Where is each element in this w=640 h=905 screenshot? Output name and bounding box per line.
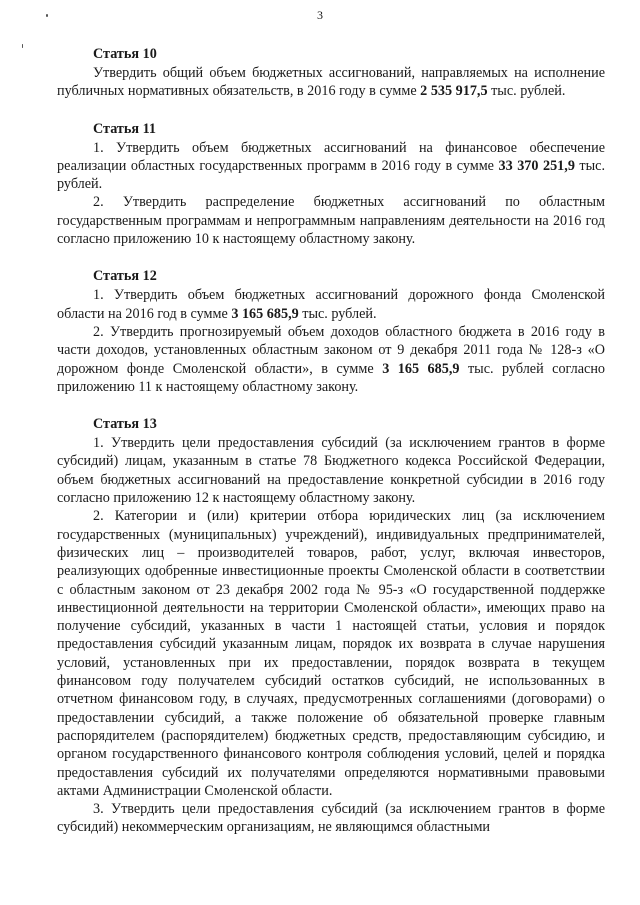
amount-value: 3 165 685,9 xyxy=(382,360,460,377)
article-11 xyxy=(57,119,605,249)
article-12 xyxy=(57,266,605,396)
paragraph-text: 1. Утвердить объем бюджетных ассигнований на финансовое обеспечение реализации областных государственных программ в 2016 году в сумме xyxy=(57,139,605,174)
amount-value: 2 535 917,5 xyxy=(420,83,488,100)
paragraph-text: 2. Утвердить распределение бюджетных ассигнований по областным государственным программам и непрограммным направлениям деятельности на 2016 год согласно приложению 10 к настоящему областному закону. xyxy=(57,194,605,248)
article-paragraph xyxy=(57,286,605,323)
article-paragraph xyxy=(57,434,605,507)
article-paragraph xyxy=(57,64,605,101)
article-paragraph xyxy=(57,800,605,837)
amount-value: 33 370 251,9 xyxy=(498,157,575,174)
page-number: 3 xyxy=(317,8,323,22)
article-13 xyxy=(57,414,605,837)
paragraph-text: тыс. рублей согласно приложению 11 к настоящему областному закону. xyxy=(57,360,606,395)
article-10 xyxy=(57,44,605,101)
article-paragraph xyxy=(57,323,605,396)
article-paragraph xyxy=(57,139,605,194)
paragraph-text: 3. Утвердить цели предоставления субсидий (за исключением грантов в форме субсидий) некоммерческим организациям, не являющимся областными xyxy=(57,801,605,836)
paragraph-text: Утвердить общий объем бюджетных ассигнований, направляемых на исполнение публичных нормативных обязательств, в 2016 году в сумме xyxy=(57,65,605,100)
amount-value: 3 165 685,9 xyxy=(231,305,299,322)
paragraph-text: тыс. рублей. xyxy=(57,157,606,193)
article-paragraph xyxy=(57,193,605,248)
paragraph-text: тыс. рублей. xyxy=(298,305,377,322)
article-heading: Статья 10 xyxy=(93,46,157,62)
scan-speck xyxy=(22,44,23,48)
paragraph-text: 1. Утвердить цели предоставления субсидий (за исключением грантов в форме субсидий) лицам, указанным в статье 78 Бюджетного кодекса Российской Федерации, объем бюджетных ассигнований на предоставление конкретной субсидии в 2016 году согласно приложению 12 к настоящему областному закону. xyxy=(57,435,605,507)
article-heading: Статья 11 xyxy=(93,120,157,137)
document-body xyxy=(57,44,605,855)
scan-speck xyxy=(46,14,48,17)
paragraph-text: 1. Утвердить объем бюджетных ассигнований дорожного фонда Смоленской области на 2016 год в сумме xyxy=(57,287,605,322)
article-heading: Статья 12 xyxy=(93,268,157,285)
paragraph-text: тыс. рублей. xyxy=(487,83,566,100)
paragraph-text: 2. Утвердить прогнозируемый объем доходов областного бюджета в 2016 году в части доходов, установленных областным законом от 9 декабря 2011 года № 128-з «О дорожном фонде Смоленской области», в сумме xyxy=(57,323,605,377)
paragraph-text: 2. Категории и (или) критерии отбора юридических лиц (за исключением государственных (муниципальных) учреждений), индивидуальных предпринимателей, физических лиц – производителей товаров, работ, услуг, включая инвесторов, реализующих одобренные инвестиционные проекты Смоленской области в соответствии с областным законом от 23 декабря 2002 года № 95-з «О государственной поддержке инвестиционной деятельности на территории Смоленской области», имеющих право на получение субсидий, указанных в части 1 настоящей статьи, условия и порядок предоставления субсидий указанным лицам, порядок их возврата в случае нарушения условий, установленных при их предоставлении, порядок возврата в текущем финансовом году получателем субсидий остатков субсидий, не использованных в отчетном финансовом году, в случаях, предусмотренных соглашениями (договорами) о предоставлении субсидий, а также положение об обязательной проверке главным распорядителем (распорядителем) бюджетных средств, предоставляющим субсидию, и органом государственного финансового контроля соблюдения условий, целей и порядка предоставления субсидий их получателями определяются нормативными правовыми актами Администрации Смоленской области. xyxy=(57,508,605,799)
article-paragraph xyxy=(57,507,605,800)
article-heading: Статья 13 xyxy=(93,416,157,433)
